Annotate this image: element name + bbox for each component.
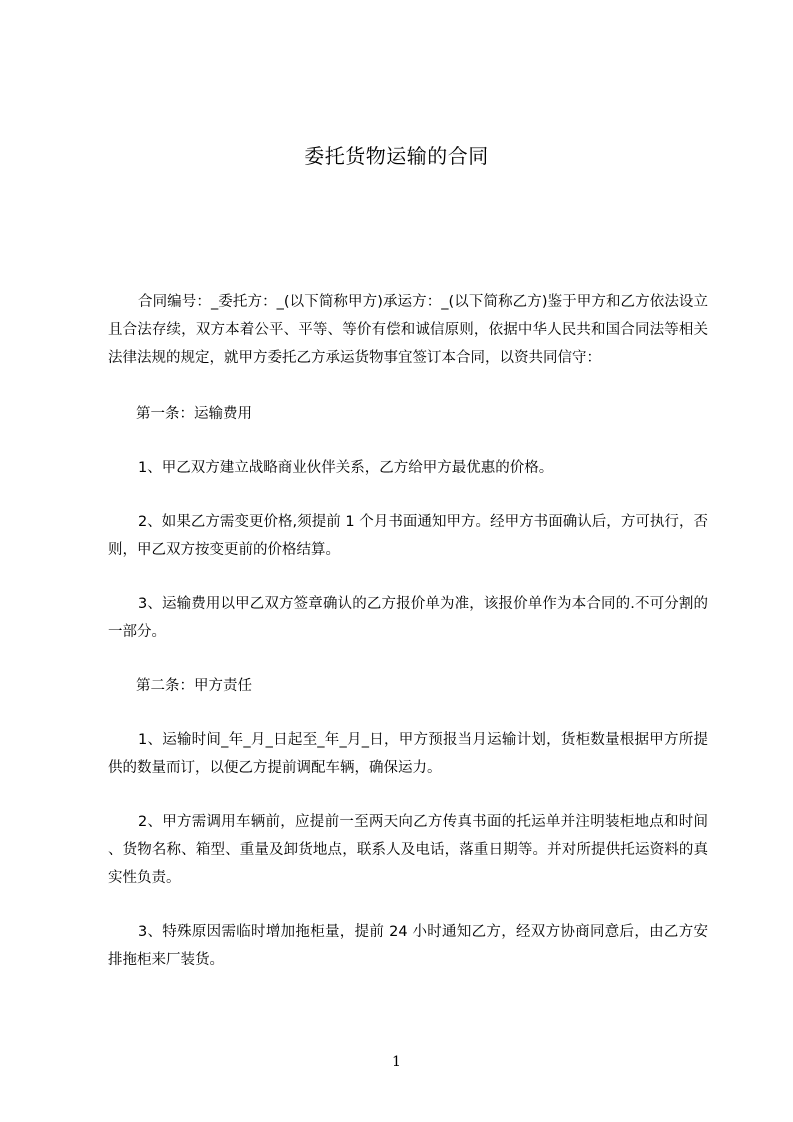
spacer <box>108 782 708 808</box>
section-1-item-1: 1、甲乙双方建立战略商业伙伴关系，乙方给甲方最优惠的价格。 <box>138 460 554 476</box>
spacer <box>108 428 708 454</box>
spacer <box>108 700 708 726</box>
page-number: 1 <box>392 1054 401 1070</box>
spacer <box>108 372 708 400</box>
document-title: 委托货物运输的合同 <box>304 144 489 168</box>
section-1-item-3: 3、运输费用以甲乙双方签章确认的乙方报价单为准，该报价单作为本合同的.不可分割的一部分。 <box>108 596 708 640</box>
section-heading-1: 第一条：运输费用 <box>136 406 252 422</box>
section-2-item-3: 3、特殊原因需临时增加拖柜量，提前 24 小时通知乙方，经双方协商同意后，由乙方安排拖柜来厂装货。 <box>108 924 708 968</box>
intro-paragraph: 合同编号：_委托方：_(以下简称甲方)承运方：_(以下简称乙方)鉴于甲方和乙方依法设立且合法存续，双方本着公平、平等、等价有偿和诚信原则，依据中华人民共和国合同法等相关法律法规的规定，就甲方委托乙方承运货物事宜签订本合同，以资共同信守： <box>108 294 708 366</box>
section-heading-2: 第二条：甲方责任 <box>136 678 252 694</box>
section-1-item-2: 2、如果乙方需变更价格,须提前 1 个月书面通知甲方。经甲方书面确认后，方可执行，否则，甲乙双方按变更前的价格结算。 <box>108 514 708 558</box>
spacer <box>108 892 708 918</box>
document-body <box>108 288 708 974</box>
spacer <box>108 646 708 672</box>
spacer <box>108 564 708 590</box>
spacer <box>108 482 708 508</box>
section-2-item-1: 1、运输时间_年_月_日起至_年_月_日，甲方预报当月运输计划，货柜数量根据甲方所提供的数量而订，以便乙方提前调配车辆，确保运力。 <box>108 732 708 776</box>
section-2-item-2: 2、甲方需调用车辆前，应提前一至两天向乙方传真书面的托运单并注明装柜地点和时间、货物名称、箱型、重量及卸货地点，联系人及电话，落重日期等。并对所提供托运资料的真实性负责。 <box>108 814 708 886</box>
